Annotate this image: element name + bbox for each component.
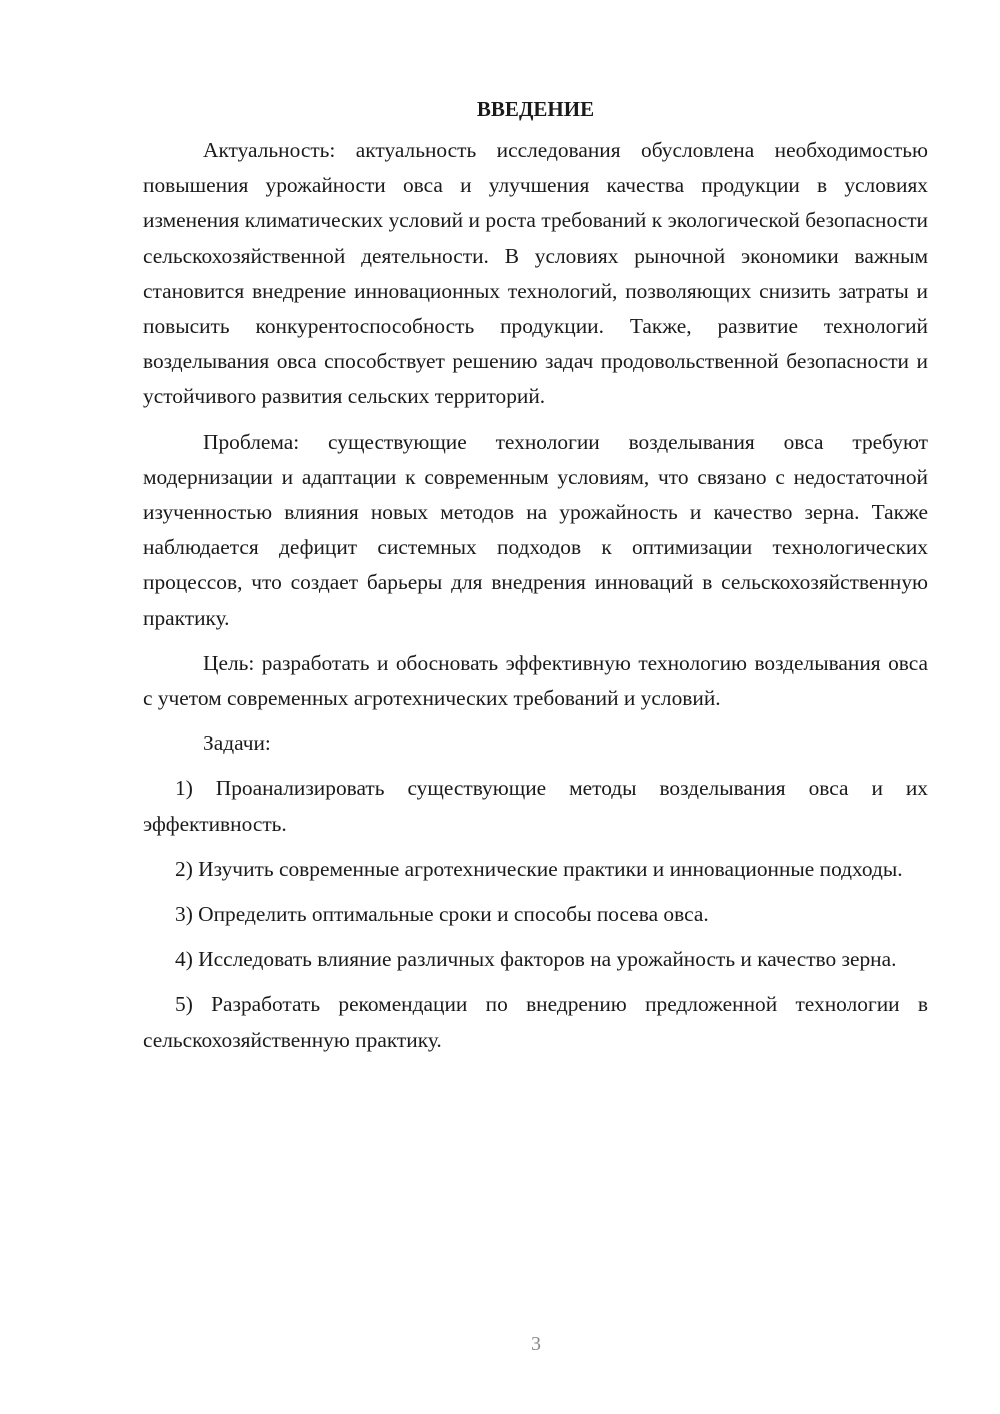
page-number: 3 [531, 1333, 541, 1355]
task-item-2: 2) Изучить современные агротехнические практики и инновационные подходы. [175, 856, 903, 881]
task-item-5: 5) Разработать рекомендации по внедрению предложенной технологии в сельскохозяйственную практику. [143, 992, 928, 1052]
tasks-heading: Задачи: [203, 731, 271, 756]
problem-paragraph: Проблема: существующие технологии возделывания овса требуют модернизации и адаптации к современным условиям, что связано с недостаточной изученностью влияния новых методов на урожайность и качество зерна. Также наблюдается дефицит системных подходов к оптимизации технологических процессов, что создает барьеры для внедрения инноваций в сельскохозяйственную практику. [143, 429, 928, 630]
task-item-3: 3) Определить оптимальные сроки и способы посева овса. [175, 902, 709, 927]
goal-paragraph: Цель: разработать и обосновать эффективную технологию возделывания овса с учетом современных агротехнических требований и условий. [143, 650, 928, 711]
page-content [143, 92, 928, 1068]
task-item-4: 4) Исследовать влияние различных факторов на урожайность и качество зерна. [175, 947, 897, 972]
task-item-1: 1) Проанализировать существующие методы возделывания овса и их эффективность. [143, 776, 928, 836]
relevance-paragraph: Актуальность: актуальность исследования обусловлена необходимостью повышения урожайности овса и улучшения качества продукции в условиях изменения климатических условий и роста требований к экологической безопасности сельскохозяйственной деятельности. В условиях рыночной экономики важным становится внедрение инновационных технологий, позволяющих снизить затраты и повысить конкурентоспособность продукции. Также, развитие технологий возделывания овса способствует решению задач продовольственной безопасности и устойчивого развития сельских территорий. [143, 138, 928, 409]
section-title: ВВЕДЕНИЕ [476, 97, 595, 121]
